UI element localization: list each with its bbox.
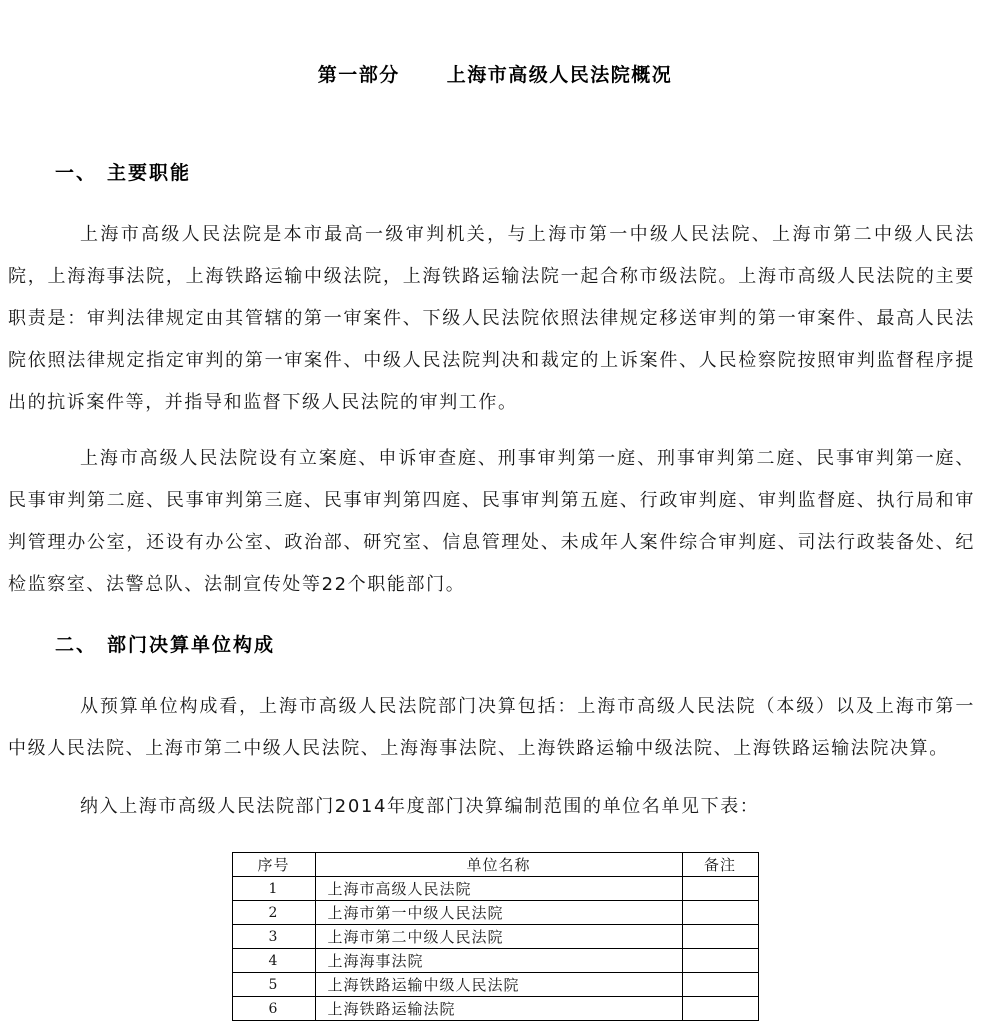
section-1-heading (55, 160, 975, 186)
column-header-unit-name: 单位名称 (315, 853, 682, 877)
row-number: 2 (232, 901, 315, 925)
row-number: 1 (232, 877, 315, 901)
unit-note (682, 949, 758, 973)
unit-name: 上海市高级人民法院 (315, 877, 682, 901)
row-number: 6 (232, 997, 315, 1021)
page-title-text: 上海市高级人民法院概况 (446, 64, 673, 86)
unit-note (682, 901, 758, 925)
section-1-heading-text: 主要职能 (107, 162, 192, 184)
page-title-part-label: 第一部分 (317, 64, 400, 86)
section-1-number: 一、 (55, 162, 98, 184)
unit-note (682, 925, 758, 949)
row-number: 3 (232, 925, 315, 949)
table-row (232, 973, 758, 997)
unit-name: 上海市第一中级人民法院 (315, 901, 682, 925)
section-1-paragraph-1: 上海市高级人民法院是本市最高一级审判机关，与上海市第一中级人民法院、上海市第二中级人民法院，上海海事法院，上海铁路运输中级法院，上海铁路运输法院一起合称市级法院。上海市高级人民法院的主要职责是：审判法律规定由其管辖的第一审案件、下级人民法院依照法律规定移送审判的第一审案件、最高人民法院依照法律规定指定审判的第一审案件、中级人民法院判决和裁定的上诉案件、人民检察院按照审判监督程序提出的抗诉案件等，并指导和监督下级人民法院的审判工作。 (8, 224, 975, 413)
section-1-paragraph-2: 上海市高级人民法院设有立案庭、申诉审查庭、刑事审判第一庭、刑事审判第二庭、民事审判第一庭、民事审判第二庭、民事审判第三庭、民事审判第四庭、民事审判第五庭、行政审判庭、审判监督庭、执行局和审判管理办公室，还设有办公室、政治部、研究室、信息管理处、未成年人案件综合审判庭、司法行政装备处、纪检监察室、法警总队、法制宣传处等22个职能部门。 (8, 448, 975, 595)
table-row (232, 925, 758, 949)
units-table-container (0, 852, 990, 1021)
table-row (232, 997, 758, 1021)
column-header-note: 备注 (682, 853, 758, 877)
units-table (232, 852, 759, 1021)
unit-name: 上海市第二中级人民法院 (315, 925, 682, 949)
section-2-paragraph-2: 纳入上海市高级人民法院部门2014年度部门决算编制范围的单位名单见下表： (80, 796, 760, 817)
unit-name: 上海铁路运输中级人民法院 (315, 973, 682, 997)
section-2-heading-text: 部门决算单位构成 (107, 634, 276, 656)
section-2-paragraph-1: 从预算单位构成看，上海市高级人民法院部门决算包括：上海市高级人民法院（本级）以及上海市第一中级人民法院、上海市第二中级人民法院、上海海事法院、上海铁路运输中级法院、上海铁路运输法院决算。 (8, 696, 975, 759)
unit-note (682, 877, 758, 901)
table-row (232, 949, 758, 973)
unit-note (682, 973, 758, 997)
page-title (0, 0, 990, 88)
row-number: 4 (232, 949, 315, 973)
table-header-row (232, 853, 758, 877)
column-header-number: 序号 (232, 853, 315, 877)
row-number: 5 (232, 973, 315, 997)
unit-name: 上海海事法院 (315, 949, 682, 973)
unit-note (682, 997, 758, 1021)
section-2-heading (55, 632, 975, 658)
table-row (232, 901, 758, 925)
table-row (232, 877, 758, 901)
unit-name: 上海铁路运输法院 (315, 997, 682, 1021)
section-2-number: 二、 (55, 634, 98, 656)
